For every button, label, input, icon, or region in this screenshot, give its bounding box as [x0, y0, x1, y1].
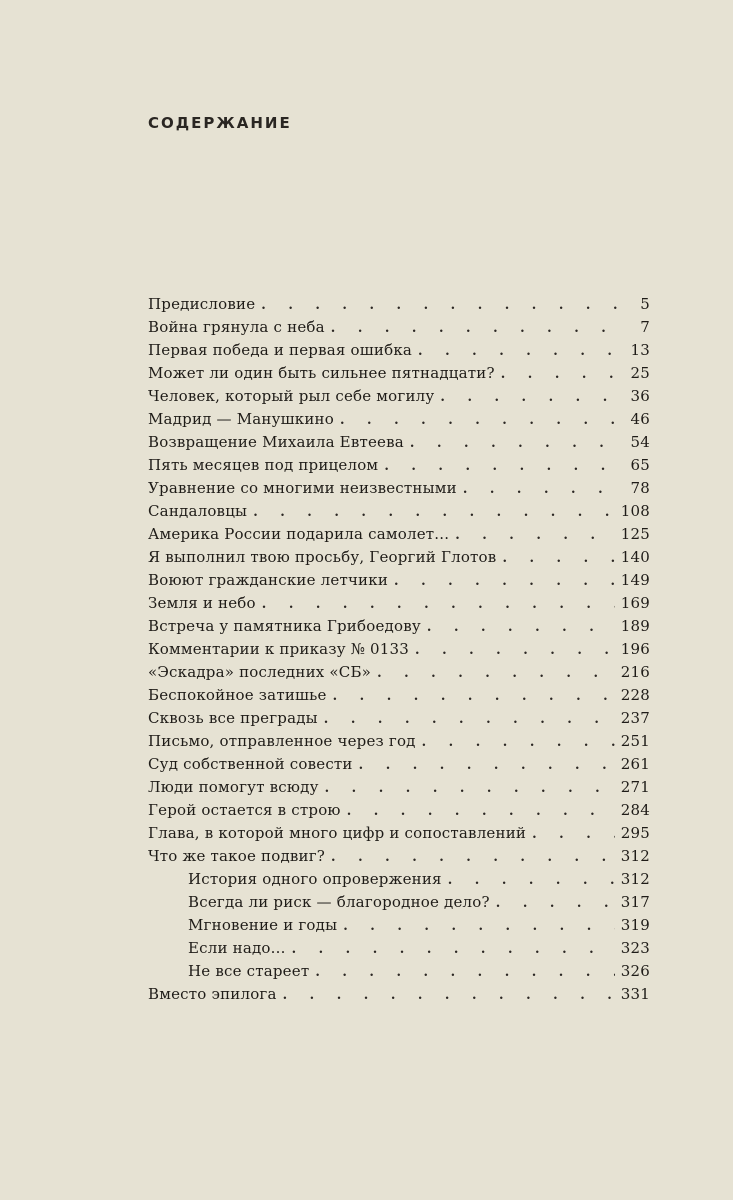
- toc-entry: [148, 431, 650, 454]
- toc-entry: [148, 776, 650, 799]
- toc-entry: [148, 293, 650, 316]
- toc-entry-title: Герой остается в строю: [148, 801, 341, 819]
- toc-entry-title: Война грянула с неба: [148, 318, 325, 336]
- toc-entry-page: 319: [620, 916, 650, 934]
- dot-leader: [427, 616, 615, 639]
- toc-entry-title: Америка России подарила самолет...: [148, 525, 450, 543]
- toc-entry-page: 140: [620, 548, 650, 566]
- dot-leader: [340, 409, 618, 432]
- toc-entry: [148, 546, 650, 569]
- toc-entry-title: Глава, в которой много цифр и сопоставлений: [148, 824, 527, 842]
- toc-entry-page: 228: [620, 686, 650, 704]
- toc-entry-title: Пять месяцев под прицелом: [148, 456, 379, 474]
- toc-entry-page: 237: [620, 709, 650, 727]
- toc-entry-title: Люди помогут всюду: [148, 778, 319, 796]
- dot-leader: [333, 685, 615, 708]
- dot-leader: [496, 892, 615, 915]
- toc-entry: [148, 707, 650, 730]
- toc-entry-page: 323: [620, 939, 650, 957]
- toc-entry: [148, 983, 650, 1006]
- toc-entry-page: 261: [620, 755, 650, 773]
- toc-entry-page: 78: [630, 479, 650, 497]
- toc-entry: [148, 753, 650, 776]
- dot-leader: [324, 708, 615, 731]
- toc-entry-page: 149: [620, 571, 650, 589]
- toc-entry: [148, 914, 650, 937]
- toc-entry-page: 125: [620, 525, 650, 543]
- dot-leader: [261, 294, 618, 317]
- toc-entry-title: Возвращение Михаила Евтеева: [148, 433, 404, 451]
- toc-entry: [148, 937, 650, 960]
- toc-entry-title: Я выполнил твою просьбу, Георгий Глотов: [148, 548, 497, 566]
- toc-entry-title: Предисловие: [148, 295, 256, 313]
- toc-entry: [148, 684, 650, 707]
- toc-entry-title: Сквозь все преграды: [148, 709, 318, 727]
- toc-entry-title: Сандаловцы: [148, 502, 248, 520]
- toc-entry-page: 65: [630, 456, 650, 474]
- toc-entry: [148, 316, 650, 339]
- toc-entry-page: 7: [640, 318, 650, 336]
- toc-entry-page: 13: [630, 341, 650, 359]
- toc-entry-title: Уравнение со многими неизвестными: [148, 479, 457, 497]
- toc-entry: [148, 592, 650, 615]
- toc-entry-title: Встреча у памятника Грибоедову: [148, 617, 421, 635]
- toc-entry: [148, 569, 650, 592]
- toc-entry-title: Вместо эпилога: [148, 985, 277, 1003]
- toc-entry-page: 295: [620, 824, 650, 842]
- toc-entry-page: 271: [620, 778, 650, 796]
- toc-entry-page: 317: [620, 893, 650, 911]
- dot-leader: [253, 501, 615, 524]
- dot-leader: [422, 731, 615, 754]
- toc-entry-title: Всегда ли риск — благородное дело?: [188, 893, 490, 911]
- toc-entry-page: 108: [620, 502, 650, 520]
- toc-entry: [148, 454, 650, 477]
- dot-leader: [292, 938, 615, 961]
- toc-entry-page: 169: [620, 594, 650, 612]
- dot-leader: [343, 915, 615, 938]
- toc-entry: [148, 799, 650, 822]
- dot-leader: [315, 961, 614, 984]
- toc-entry: [148, 477, 650, 500]
- toc-entry: [148, 661, 650, 684]
- dot-leader: [418, 340, 618, 363]
- dot-leader: [283, 984, 615, 1007]
- toc-entry-title: Воюют гражданские летчики: [148, 571, 389, 589]
- toc-entry-page: 216: [620, 663, 650, 681]
- toc-entry-title: Письмо, отправленное через год: [148, 732, 416, 750]
- toc-entry-page: 251: [620, 732, 650, 750]
- toc-entry-title: Комментарии к приказу № 0133: [148, 640, 410, 658]
- toc-entry: [148, 385, 650, 408]
- dot-leader: [262, 593, 615, 616]
- toc-entry-page: 331: [620, 985, 650, 1003]
- dot-leader: [359, 754, 615, 777]
- dot-leader: [440, 386, 618, 409]
- toc-entry: [148, 362, 650, 385]
- toc-entry-title: Мгновение и годы: [188, 916, 338, 934]
- toc-entry-page: 284: [620, 801, 650, 819]
- toc-entry-title: Не все стареет: [188, 962, 310, 980]
- dot-leader: [448, 869, 615, 892]
- dot-leader: [377, 662, 615, 685]
- toc-entry: [148, 845, 650, 868]
- toc-entry: [148, 339, 650, 362]
- dot-leader: [463, 478, 618, 501]
- dot-leader: [415, 639, 615, 662]
- toc-entry-page: 5: [640, 295, 650, 313]
- dot-leader: [325, 777, 615, 800]
- toc-entry-page: 54: [630, 433, 650, 451]
- toc-entry-title: История одного опровержения: [188, 870, 442, 888]
- toc-entry-title: Если надо...: [188, 939, 286, 957]
- toc-entry-page: 36: [630, 387, 650, 405]
- toc-entry: [148, 960, 650, 983]
- table-of-contents: [148, 293, 650, 1006]
- toc-entry-title: Суд собственной совести: [148, 755, 353, 773]
- toc-entry: [148, 730, 650, 753]
- toc-entry: [148, 523, 650, 546]
- toc-entry-title: Беспокойное затишье: [148, 686, 327, 704]
- dot-leader: [502, 547, 614, 570]
- toc-entry-title: Может ли один быть сильнее пятнадцати?: [148, 364, 495, 382]
- toc-entry: [148, 408, 650, 431]
- toc-entry-title: Земля и небо: [148, 594, 256, 612]
- toc-entry: [148, 615, 650, 638]
- toc-entry-page: 312: [620, 847, 650, 865]
- toc-entry-page: 46: [630, 410, 650, 428]
- dot-leader: [410, 432, 618, 455]
- toc-entry-title: «Эскадра» последних «СБ»: [148, 663, 372, 681]
- toc-entry: [148, 891, 650, 914]
- toc-entry-title: Что же такое подвиг?: [148, 847, 326, 865]
- dot-leader: [331, 846, 615, 869]
- toc-entry-title: Первая победа и первая ошибка: [148, 341, 413, 359]
- toc-entry: [148, 868, 650, 891]
- toc-entry-page: 196: [620, 640, 650, 658]
- toc-entry: [148, 638, 650, 661]
- toc-entry: [148, 500, 650, 523]
- toc-entry-page: 312: [620, 870, 650, 888]
- dot-leader: [501, 363, 618, 386]
- toc-entry-page: 326: [620, 962, 650, 980]
- dot-leader: [384, 455, 618, 478]
- dot-leader: [331, 317, 618, 340]
- dot-leader: [394, 570, 615, 593]
- dot-leader: [347, 800, 615, 823]
- contents-heading: СОДЕРЖАНИЕ: [148, 114, 292, 132]
- dot-leader: [455, 524, 615, 547]
- toc-entry: [148, 822, 650, 845]
- dot-leader: [532, 823, 615, 846]
- toc-entry-page: 189: [620, 617, 650, 635]
- toc-entry-title: Человек, который рыл себе могилу: [148, 387, 435, 405]
- toc-entry-title: Мадрид — Манушкино: [148, 410, 334, 428]
- toc-entry-page: 25: [630, 364, 650, 382]
